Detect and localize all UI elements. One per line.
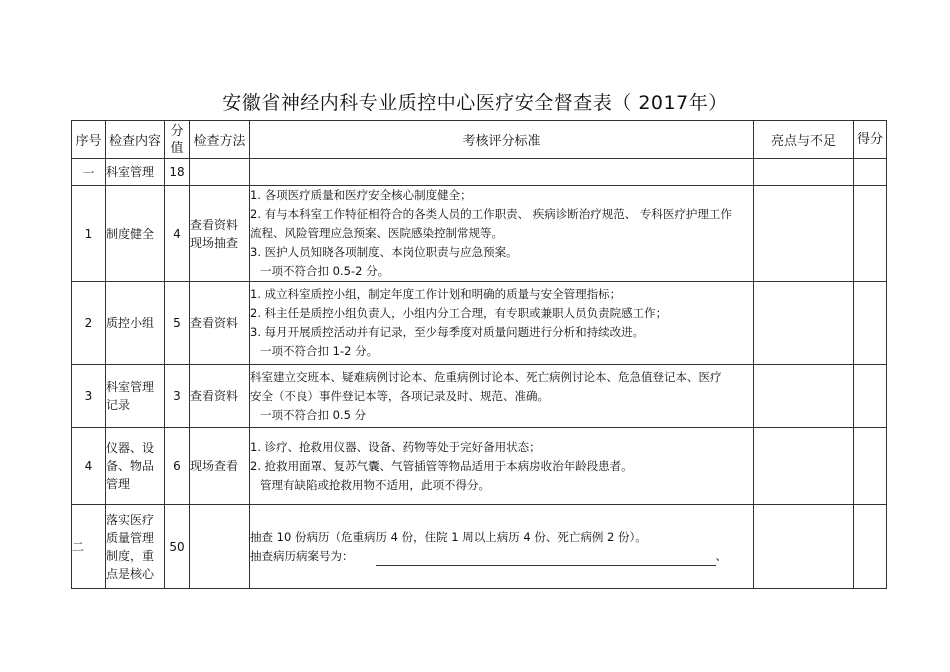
row-highlights-cell[interactable] [754, 365, 854, 428]
table-row [72, 186, 887, 282]
row-obtained-cell[interactable] [854, 428, 887, 505]
row-method: 现场查看 [190, 428, 250, 505]
header-seq: 序号 [72, 121, 106, 159]
row-criteria [250, 159, 754, 186]
criteria-line: 1. 诊疗、抢救用仪器、设备、药物等处于完好备用状态； [250, 439, 541, 454]
criteria-line: 一项不符合扣 1-2 分。 [260, 344, 379, 358]
row-criteria [250, 428, 754, 505]
header-content: 检查内容 [106, 121, 165, 159]
criteria-line: 抽查 10 份病历（危重病历 4 份，住院 1 周以上病历 4 份、死亡病例 2 份）。 [250, 529, 647, 544]
row-score: 4 [165, 186, 190, 282]
row-highlights-cell[interactable] [754, 428, 854, 505]
row-method: 查看资料 [190, 365, 250, 428]
row-criteria [250, 505, 754, 589]
row-method [190, 505, 250, 589]
header-method: 检查方法 [190, 121, 250, 159]
row-score: 50 [165, 505, 190, 589]
row-score: 6 [165, 428, 190, 505]
criteria-line [250, 547, 753, 566]
criteria-line: 一项不符合扣 0.5-2 分。 [260, 264, 390, 278]
row-seq: 3 [72, 365, 106, 428]
row-method [190, 159, 250, 186]
criteria-line: 2. 有与本科室工作特征相符合的各类人员的工作职责、 疾病诊断治疗规范、 专科医疗护理工作 [250, 207, 732, 221]
row-criteria [250, 186, 754, 282]
case-number-label: 抽查病历病案号为： [250, 548, 354, 563]
row-highlights-cell[interactable] [754, 505, 854, 589]
row-highlights-cell[interactable] [754, 186, 854, 282]
case-number-suffix: 、 [715, 548, 727, 563]
row-highlights-cell[interactable] [754, 282, 854, 365]
inspection-table [71, 120, 887, 589]
row-content: 科室管理 [106, 159, 165, 186]
row-score: 18 [165, 159, 190, 186]
row-seq: 4 [72, 428, 106, 505]
row-obtained-cell[interactable] [854, 282, 887, 365]
table-row [72, 282, 887, 365]
table-row [72, 365, 887, 428]
row-obtained-cell[interactable] [854, 159, 887, 186]
row-seq: 一 [72, 159, 106, 186]
table-row [72, 505, 887, 589]
row-score: 3 [165, 365, 190, 428]
row-content: 制度健全 [106, 186, 165, 282]
row-seq: 1 [72, 186, 106, 282]
row-obtained-cell[interactable] [854, 365, 887, 428]
row-obtained-cell[interactable] [854, 505, 887, 589]
header-highlights: 亮点与不足 [754, 121, 854, 159]
criteria-line: 一项不符合扣 0.5 分 [260, 407, 367, 422]
criteria-line: 流程、风险管理应急预案、医院感染控制常规等。 [250, 226, 503, 240]
criteria-line: 安全（不良）事件登记本等，各项记录及时、规范、准确。 [250, 388, 549, 403]
criteria-line: 1. 各项医疗质量和医疗安全核心制度健全； [250, 188, 472, 202]
criteria-line: 2. 抢救用面罩、复苏气囊、气管插管等物品适用于本病房收治年龄段患者。 [250, 458, 633, 473]
table-row [72, 428, 887, 505]
row-criteria [250, 282, 754, 365]
row-content: 科室管理记录 [106, 365, 165, 428]
criteria-line: 3. 每月开展质控活动并有记录，至少每季度对质量问题进行分析和持续改进。 [250, 325, 645, 339]
row-score: 5 [165, 282, 190, 365]
header-score: 分值 [165, 121, 190, 159]
row-highlights-cell[interactable] [754, 159, 854, 186]
case-number-blank[interactable] [376, 553, 716, 566]
criteria-line: 1. 成立科室质控小组，制定年度工作计划和明确的质量与安全管理指标； [250, 287, 622, 301]
row-seq: 2 [72, 282, 106, 365]
row-content: 质控小组 [106, 282, 165, 365]
row-seq: 二 [72, 505, 106, 589]
criteria-line: 科室建立交班本、疑难病例讨论本、危重病例讨论本、死亡病例讨论本、危急值登记本、医疗 [250, 369, 722, 384]
header-obtained: 得分 [854, 121, 887, 159]
row-method: 查看资料现场抽查 [190, 186, 250, 282]
criteria-line: 3. 医护人员知晓各项制度、本岗位职责与应急预案。 [250, 245, 518, 259]
header-row [72, 121, 887, 159]
document-title: 安徽省神经内科专业质控中心医疗安全督查表（ 2017年） [222, 92, 728, 114]
row-method: 查看资料 [190, 282, 250, 365]
row-content: 落实医疗质量管理制度，重点是核心 [106, 505, 165, 589]
row-obtained-cell[interactable] [854, 186, 887, 282]
row-content: 仪器、设备、物品管理 [106, 428, 165, 505]
row-criteria [250, 365, 754, 428]
criteria-line: 管理有缺陷或抢救用物不适用，此项不得分。 [260, 477, 490, 492]
criteria-line: 2. 科主任是质控小组负责人，小组内分工合理，有专职或兼职人员负责院感工作； [250, 306, 668, 320]
table-row [72, 159, 887, 186]
header-criteria: 考核评分标准 [250, 121, 754, 159]
